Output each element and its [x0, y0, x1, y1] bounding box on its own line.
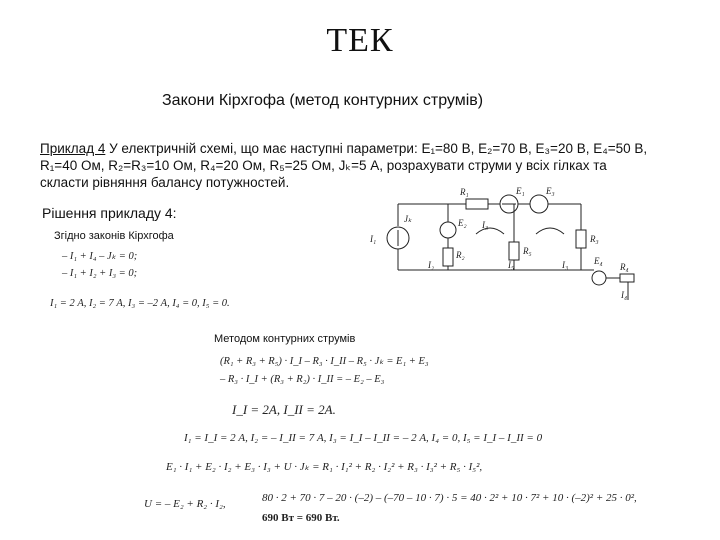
- loop-currents-solution: I_I = 2А, I_II = 2А.: [232, 402, 336, 417]
- label-jk: Jₖ: [404, 214, 412, 224]
- label-i5: I₅: [508, 260, 515, 270]
- resistor-r4: [620, 274, 634, 282]
- kirchhoff-heading: Згідно законів Кірхгофа: [54, 230, 174, 242]
- numeric-balance-result: 690 Вт = 690 Вт.: [262, 512, 340, 524]
- branch-currents: I₁ = I_I = 2 А, I₂ = – I_II = 7 А, I₃ = I_I – I_II = – 2 А, I₄ = 0, I₅ = I_I – I_II = 0: [184, 432, 543, 444]
- loop-equation-1: (R₁ + R₃ + R₅) · I_I – R₃ · I_II – R₅ · Jₖ = E₁ + E₃: [220, 356, 429, 367]
- power-balance-equation: E₁ · I₁ + E₂ · I₂ + E₃ · I₃ + U · Jₖ = R₁ · I₁² + R₂ · I₂² + R₃ · I₃² + R₅ · I₅²,: [166, 461, 483, 473]
- label-r2: R₂: [456, 250, 465, 260]
- problem-label: Приклад 4: [40, 141, 106, 156]
- problem-text-line2: R₁=40 Ом, R₂=R₃=10 Ом, R₄=20 Ом, R₅=25 Ом, Jₖ=5 А, розрахувати струми у всіх гілках та: [40, 158, 607, 173]
- resistor-r3: [576, 230, 586, 248]
- label-e3: E₃: [546, 186, 555, 196]
- problem-text-line1: У електричній схемі, що має наступні параметри: E₁=80 В, E₂=70 В, E₃=20 В, E₄=50 В,: [105, 141, 648, 156]
- loop-method-heading: Методом контурних струмів: [214, 333, 356, 345]
- kirchhoff-equation-1: – I₁ + I₄ – Jₖ = 0;: [62, 251, 138, 262]
- source-e4: [592, 271, 606, 285]
- resistor-r1: [466, 199, 488, 209]
- label-i2: I₂: [428, 260, 435, 270]
- label-r1: R₁: [460, 187, 469, 197]
- resistor-r2: [443, 248, 453, 266]
- label-i3b: I₃: [562, 260, 569, 270]
- label-i4: I₄: [621, 290, 628, 300]
- currents-result: I₁ = 2 А, I₂ = 7 А, I₃ = –2 А, I₄ = 0, I₅ = 0.: [50, 298, 230, 309]
- label-i3: I₃: [482, 220, 489, 230]
- label-e2: E₂: [458, 218, 467, 228]
- page-subtitle: Закони Кірхгофа (метод контурних струмів): [162, 92, 484, 109]
- page-title: ТЕК: [326, 22, 394, 59]
- source-e3: [530, 195, 548, 213]
- source-e2: [440, 222, 456, 238]
- voltage-equation: U = – E₂ + R₂ · I₂,: [144, 498, 226, 510]
- solution-heading: Рішення прикладу 4:: [42, 205, 177, 221]
- label-r3: R₃: [590, 234, 599, 244]
- label-i1: I₁: [370, 234, 377, 244]
- loop-arrow-1: [476, 228, 504, 234]
- label-e1: E₁: [516, 186, 525, 196]
- problem-text-line3: скласти рівняння балансу потужностей.: [40, 175, 290, 190]
- resistor-r5: [509, 242, 519, 260]
- loop-equation-2: – R₃ · I_I + (R₃ + R₂) · I_II = – E₂ – E₃: [220, 374, 385, 385]
- loop-arrow-2: [536, 228, 564, 234]
- numeric-balance: 80 · 2 + 70 · 7 – 20 · (–2) – (–70 – 10 · 7) · 5 = 40 · 2² + 10 · 7² + 10 · (–2)² + 25 · 0²,: [262, 492, 637, 504]
- label-r4: R₄: [620, 262, 629, 272]
- label-r5: R₅: [523, 246, 532, 256]
- kirchhoff-equation-2: – I₁ + I₂ + I₃ = 0;: [62, 268, 138, 279]
- circuit-diagram: [366, 182, 636, 304]
- label-e4: E₄: [594, 256, 603, 266]
